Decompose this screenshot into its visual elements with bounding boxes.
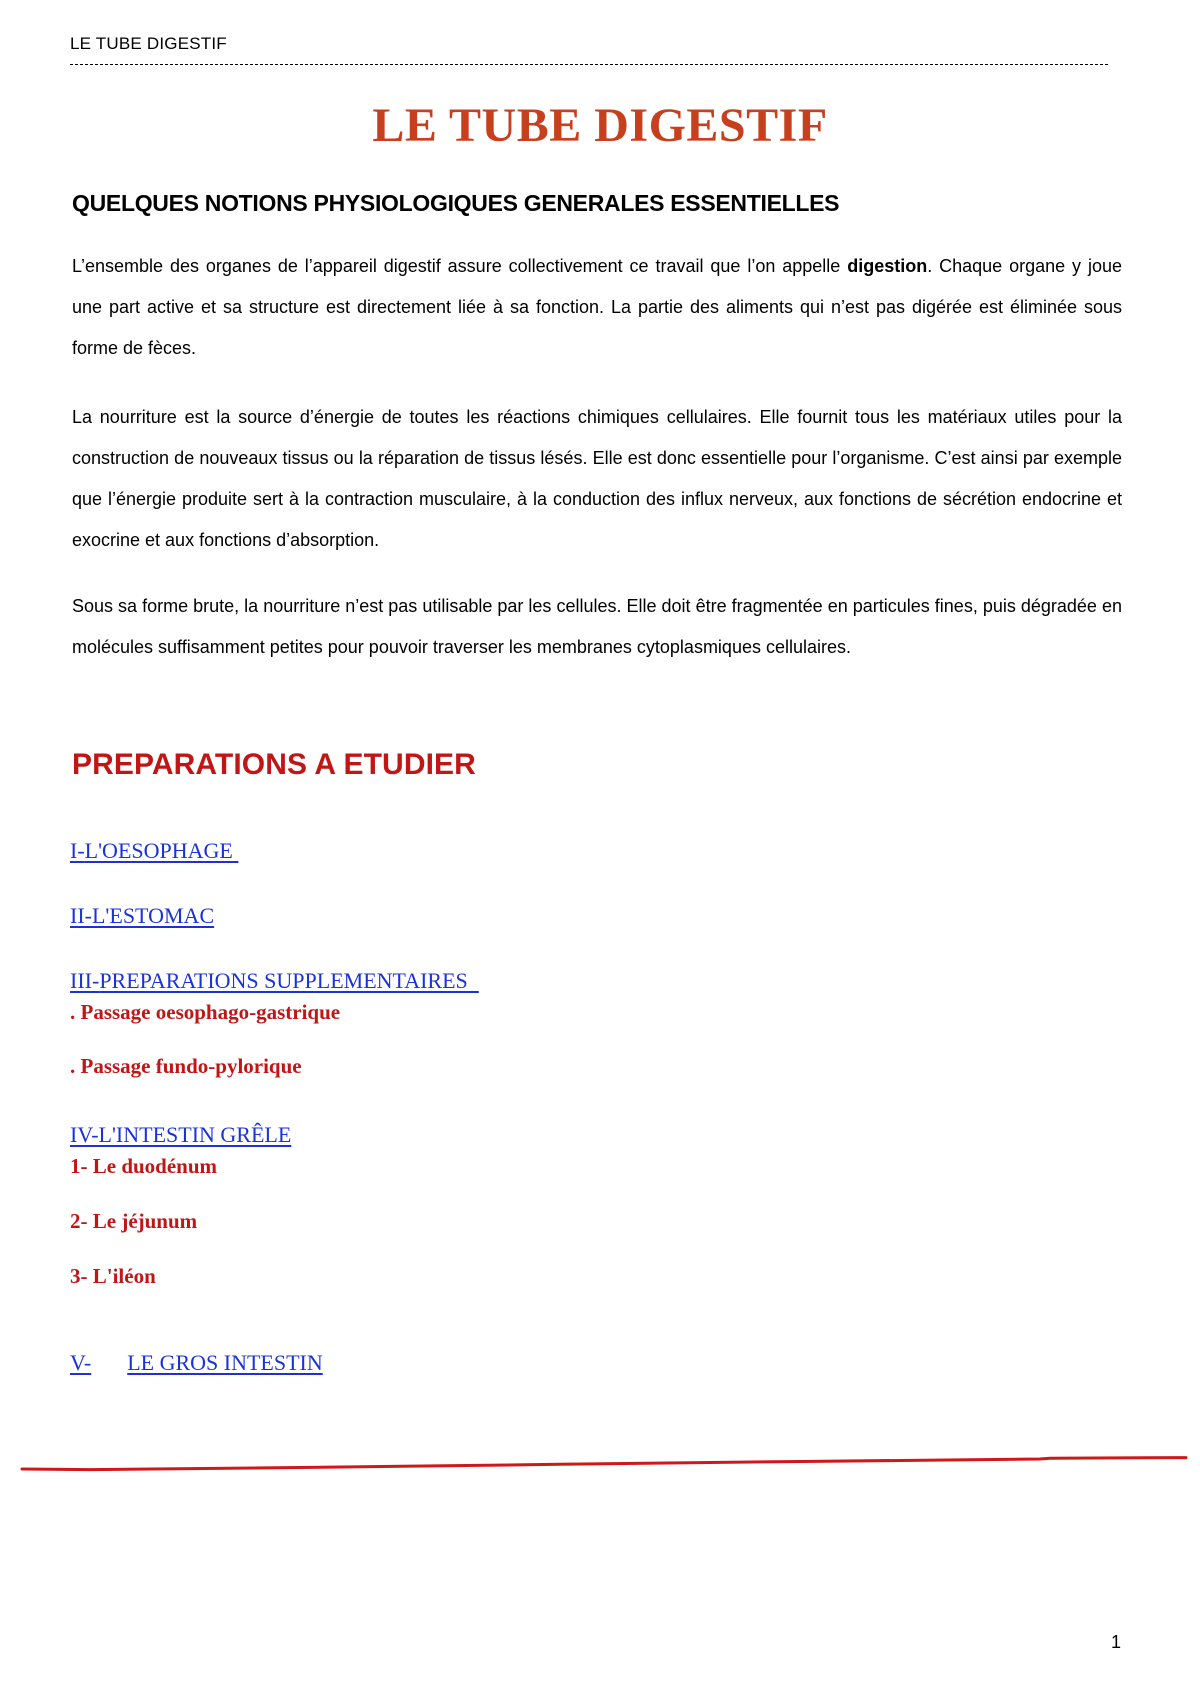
sub-item-passage-oesophago-gastrique: . Passage oesophago-gastrique (70, 1000, 341, 1024)
page-number: 1 (1110, 1632, 1121, 1652)
paragraph-text: . Chaque organe y joue une part active et sa structure est directement liée à sa fonction. La partie des aliments qui n’est pas digérée est éliminée sous forme de fèces. (72, 256, 1122, 358)
paragraph-text: L’ensemble des organes de l’appareil digestif assure collectivement ce travail que l’on appelle (72, 256, 848, 276)
keyword-digestion: digestion (847, 256, 928, 276)
running-header: LE TUBE DIGESTIF (70, 34, 227, 53)
document-title: LE TUBE DIGESTIF (372, 99, 828, 152)
sub-item-duodenum: 1- Le duodénum (70, 1154, 218, 1178)
sub-item-ileon: 3- L'iléon (70, 1264, 156, 1288)
toc-label: L'OESOPHAGE (84, 838, 239, 863)
section-heading-preparations: PREPARATIONS A ETUDIER (72, 748, 476, 781)
toc-label: L'ESTOMAC (91, 903, 215, 928)
toc-number: II- (70, 903, 92, 928)
intro-paragraph-2: La nourriture est la source d’énergie de toutes les réactions chimiques cellulaires. Elle fournit tous les matériaux utiles pour la construction de nouveaux tissus ou la réparation de tissus lésés. Elle est donc essentielle pour l’organisme. C’est ainsi par exemple que l’énergie produite sert à la contraction musculaire, à la conduction des influx nerveux, aux fonctions de sécrétion endocrine et exocrine et aux fonctions d’absorption. (72, 407, 1122, 550)
footer-rule-line (22, 1458, 1186, 1470)
sub-item-jejunum: 2- Le jéjunum (70, 1209, 198, 1233)
intro-paragraph-3: Sous sa forme brute, la nourriture n’est pas utilisable par les cellules. Elle doit être fragmentée en particules fines, puis dégradée en molécules suffisamment petites pour pouvoir traverser les membranes cytoplasmiques cellulaires. (72, 596, 1122, 657)
toc-number: IV- (70, 1122, 99, 1147)
sub-item-passage-fundo-pylorique: . Passage fundo-pylorique (70, 1054, 302, 1078)
toc-label: LE GROS INTESTIN (127, 1350, 323, 1375)
toc-label: PREPARATIONS SUPPLEMENTAIRES (99, 968, 479, 993)
toc-number: III- (70, 968, 100, 993)
toc-number: V- (70, 1350, 92, 1375)
toc-label: L'INTESTIN GRÊLE (98, 1122, 292, 1147)
subtitle: QUELQUES NOTIONS PHYSIOLOGIQUES GENERALES ESSENTIELLES (72, 190, 840, 216)
toc-number: I- (70, 838, 85, 863)
